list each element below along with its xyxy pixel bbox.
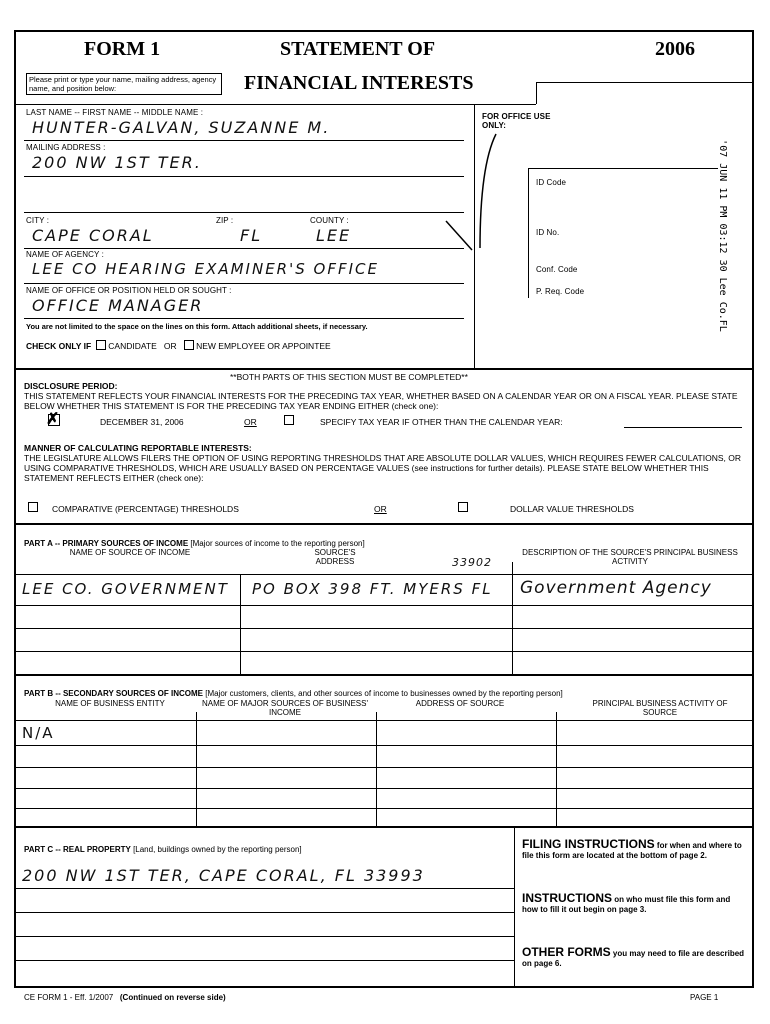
other-forms-text: you may need to file are described on page 6.: [522, 949, 745, 968]
agency-line: [24, 283, 464, 284]
office-use-label: FOR OFFICE USE ONLY:: [482, 112, 551, 130]
part-c-line-4: [14, 960, 514, 961]
specify-year-label: SPECIFY TAX YEAR IF OTHER THAN THE CALENDAR YEAR:: [320, 417, 563, 427]
office-use-left-line: [528, 168, 529, 298]
mailing-line: [24, 176, 464, 177]
form-title-line2: FINANCIAL INTERESTS: [244, 72, 474, 94]
header-bottom-line: [14, 104, 536, 105]
id-no-label: ID No.: [536, 228, 560, 237]
instructions-text: on who must file this form and how to fill it out begin on page 3.: [522, 895, 731, 914]
part-a-title: PART A -- PRIMARY SOURCES OF INCOME: [24, 539, 189, 548]
part-b-row-line-1: [14, 745, 754, 746]
manner-title: MANNER OF CALCULATING REPORTABLE INTERESTS:: [24, 443, 252, 453]
part-c-line-1: [14, 888, 514, 889]
form-title-line1: STATEMENT OF: [280, 38, 436, 60]
mailing-label: MAILING ADDRESS :: [26, 143, 106, 152]
part-c-line-3: [14, 936, 514, 937]
zip-value: FL: [240, 226, 263, 245]
part-b-title: PART B -- SECONDARY SOURCES OF INCOME: [24, 689, 203, 698]
part-b-head-line: [14, 720, 754, 721]
part-b-header: [24, 689, 563, 698]
specify-year-checkbox[interactable]: [284, 415, 294, 425]
or-label: OR: [163, 341, 177, 351]
disclosure-banner: **BOTH PARTS OF THIS SECTION MUST BE COMPLETED**: [230, 372, 468, 382]
office-use-top-line: [528, 168, 718, 169]
dollar-checkbox[interactable]: [458, 502, 468, 512]
part-b-row-line-4: [14, 808, 754, 809]
part-a-col1: NAME OF SOURCE OF INCOME: [69, 548, 191, 557]
part-c-row1: 200 NW 1ST TER, CAPE CORAL, FL 33993: [22, 866, 425, 885]
part-c-line-2: [14, 912, 514, 913]
name-line: [24, 140, 464, 141]
part-b-col4: PRINCIPAL BUSINESS ACTIVITY OF SOURCE: [592, 699, 728, 717]
county-value: LEE: [316, 226, 352, 245]
check-only-label: CHECK ONLY IF: [26, 341, 92, 351]
section-divider-3: [14, 674, 754, 676]
check-only-row: [26, 340, 331, 351]
section-divider-1: [14, 368, 754, 370]
part-b-row1-name: N/A: [22, 724, 55, 742]
part-a-header: [24, 539, 365, 548]
city-label: CITY :: [26, 216, 50, 225]
filing-instructions-title: FILING INSTRUCTIONS: [522, 837, 655, 851]
dec31-label: DECEMBER 31, 2006: [100, 417, 184, 427]
footer-left: [24, 993, 226, 1002]
part-a-vline-2: [512, 562, 513, 674]
name-label: LAST NAME -- FIRST NAME -- MIDDLE NAME :: [26, 108, 204, 117]
part-b-row-line-3: [14, 788, 754, 789]
part-a-row1-desc: Government Agency: [520, 578, 712, 598]
part-b-subtitle: [Major customers, clients, and other sources of income to businesses owned by the reporting person]: [205, 689, 563, 698]
part-c-subtitle: [Land, buildings owned by the reporting person]: [133, 845, 302, 854]
agency-label: NAME OF AGENCY :: [26, 250, 104, 259]
agency-value: LEE CO HEARING EXAMINER'S OFFICE: [32, 260, 379, 278]
city-line: [24, 248, 464, 249]
office-use-bracket: [440, 126, 540, 256]
candidate-checkbox[interactable]: [96, 340, 106, 350]
disclosure-period-text: THIS STATEMENT REFLECTS YOUR FINANCIAL INTERESTS FOR THE PRECEDING TAX YEAR, WHETHER BASED ON A CALENDAR YEAR OR ON A FISCAL YEAR. PLEASE STATE BELOW WHETHER THIS STATEMENT IS FOR THE PRECEDING TAX YEAR ENDING EITHER (check one):: [24, 391, 738, 411]
filing-instructions-text: for when and where to file this form are located at the bottom of page 2.: [522, 841, 742, 860]
section-divider-4: [14, 826, 754, 828]
comparative-checkbox[interactable]: [28, 502, 38, 512]
comparative-label: COMPARATIVE (PERCENTAGE) THRESHOLDS: [52, 504, 239, 514]
mailing-line-2: [24, 212, 464, 213]
footer-page: PAGE 1: [690, 993, 719, 1002]
p-req-code-label: P. Req. Code: [536, 287, 585, 296]
dec31-checkbox[interactable]: ✗: [46, 411, 60, 428]
part-c-divider: [514, 826, 515, 988]
part-b-col3: ADDRESS OF SOURCE: [415, 699, 505, 708]
candidate-label: CANDIDATE: [108, 341, 157, 351]
name-value: HUNTER-GALVAN, SUZANNE M.: [32, 118, 331, 137]
part-a-col2: SOURCE'S ADDRESS: [314, 548, 356, 566]
title-tab-top: [536, 82, 754, 83]
part-c-title: PART C -- REAL PROPERTY: [24, 845, 131, 854]
footer-continued: (Continued on reverse side): [119, 993, 226, 1002]
conf-code-label: Conf. Code: [536, 265, 578, 274]
other-forms-title: OTHER FORMS: [522, 945, 611, 959]
zip-label: ZIP :: [216, 216, 234, 225]
part-b-col2: NAME OF MAJOR SOURCES OF BUSINESS' INCOME: [202, 699, 368, 717]
part-a-row-line-1: [14, 605, 754, 606]
city-value: CAPE CORAL: [32, 226, 154, 245]
part-a-row-line-2: [14, 628, 754, 629]
id-code-label: ID Code: [536, 178, 567, 187]
instructions-title: INSTRUCTIONS: [522, 891, 612, 905]
office-line: [24, 318, 464, 319]
new-employee-label: NEW EMPLOYEE OR APPOINTEE: [196, 341, 331, 351]
print-note: Please print or type your name, mailing address, agency name, and position below:: [26, 73, 222, 95]
received-stamp: '07 JUN 11 PM 03:12 30 Lee Co.FL: [716, 139, 728, 332]
office-label: NAME OF OFFICE OR POSITION HELD OR SOUGHT :: [26, 286, 232, 295]
title-tab-side: [536, 82, 537, 104]
part-c-header: [24, 845, 302, 854]
dollar-label: DOLLAR VALUE THRESHOLDS: [510, 504, 634, 514]
part-a-vline-1: [240, 574, 241, 674]
space-note: You are not limited to the space on the lines on this form. Attach additional sheets, if necessary.: [26, 322, 368, 331]
office-value: OFFICE MANAGER: [32, 296, 204, 315]
part-a-col3: DESCRIPTION OF THE SOURCE'S PRINCIPAL BUSINESS ACTIVITY: [522, 548, 738, 566]
specify-year-field[interactable]: [624, 427, 742, 428]
footer-form-id: CE FORM 1 - Eff. 1/2007: [24, 993, 114, 1002]
new-employee-checkbox[interactable]: [184, 340, 194, 350]
section-divider-2: [14, 523, 754, 525]
part-a-row1-address: PO BOX 398 FT. MYERS FL: [252, 580, 493, 598]
part-b-col1: NAME OF BUSINESS ENTITY: [55, 699, 165, 708]
form-label: FORM 1: [84, 38, 161, 60]
mailing-value: 200 NW 1ST TER.: [32, 153, 202, 172]
filing-instructions: [522, 837, 748, 860]
instructions-block: [522, 891, 748, 914]
other-forms-block: [522, 945, 748, 968]
period-or: OR: [244, 417, 257, 427]
part-b-row-line-2: [14, 767, 754, 768]
part-a-row1-name: LEE CO. GOVERNMENT: [22, 580, 229, 598]
manner-or: OR: [374, 504, 387, 514]
part-a-zip-note: 33902: [452, 556, 492, 569]
part-a-row-line-3: [14, 651, 754, 652]
manner-text: THE LEGISLATURE ALLOWS FILERS THE OPTION OF USING REPORTING THRESHOLDS THAT ARE ABSOLUTE DOLLAR VALUES, WHICH REQUIRES FEWER CALCULATIONS, OR USING COMPARATIVE THRESHOLDS, WHICH ARE USUALLY BASED ON PERCENTAGE VALUES (see instructions for further details). PLEASE STATE BELOW WHETHER THIS STATEMENT REFLECTS EITHER (check one):: [24, 453, 741, 483]
form-year: 2006: [655, 38, 695, 60]
disclosure-period-title: DISCLOSURE PERIOD:: [24, 381, 118, 391]
county-label: COUNTY :: [310, 216, 349, 225]
part-a-head-line: [14, 574, 754, 575]
part-a-subtitle: [Major sources of income to the reporting person]: [190, 539, 365, 548]
